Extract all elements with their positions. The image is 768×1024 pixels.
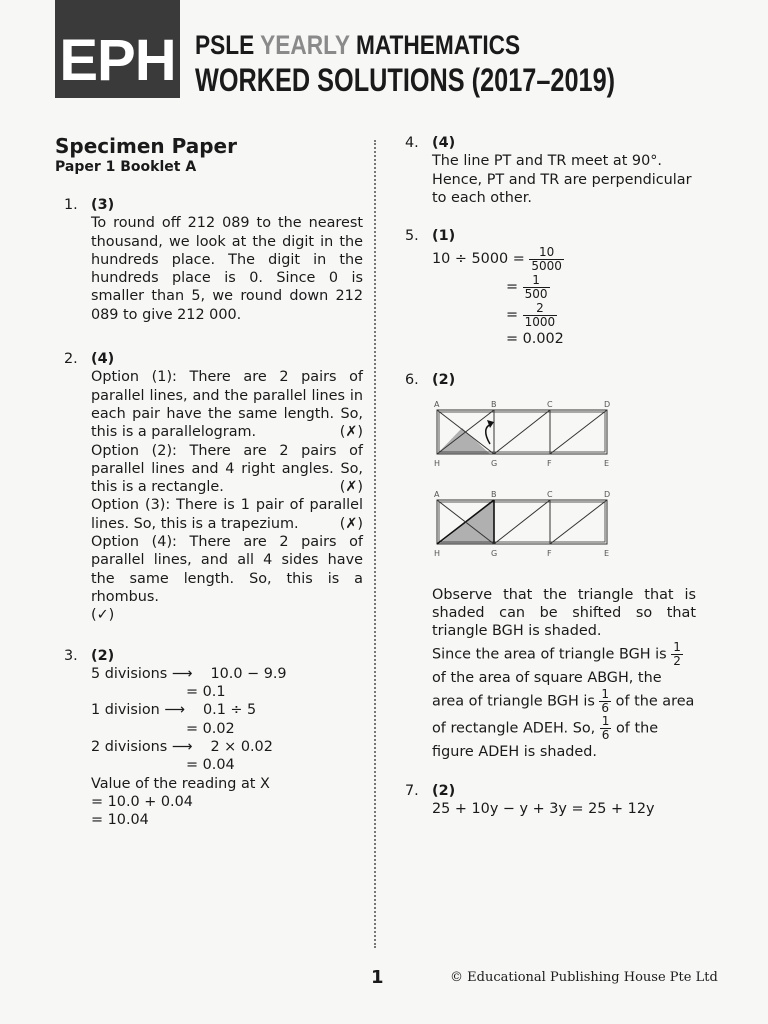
working-line: = 0.04: [186, 757, 235, 774]
question-2: [55, 350, 363, 624]
svg-text:H: H: [434, 458, 441, 468]
figure-before-shift: [434, 400, 610, 468]
fraction-sixth: $\frac{1}{6}$: [601, 713, 610, 742]
header-title: PSLE YEARLY MATHEMATICS: [195, 30, 521, 60]
section-subtitle: Paper 1 Booklet A: [55, 159, 197, 175]
fraction: $\frac{10}{5000}$: [531, 244, 562, 273]
fraction-half: $\frac{1}{2}$: [673, 639, 681, 668]
svg-text:H: H: [434, 548, 441, 558]
cross-mark: (✗): [339, 515, 363, 532]
question-number: 3.: [64, 647, 78, 664]
working-line: 5 divisions ⟶ 10.0 − 9.9: [91, 665, 287, 682]
working-line: 2 divisions ⟶ 2 × 0.02: [91, 739, 273, 756]
left-column: [55, 134, 363, 830]
right-column: [396, 134, 696, 818]
svg-text:D: D: [604, 399, 611, 409]
rotation-arrow-icon: [486, 424, 492, 444]
fraction: $\frac{2}{1000}$: [524, 300, 556, 329]
question-number: 1.: [64, 197, 78, 213]
svg-text:G: G: [491, 548, 498, 558]
option-4-text: Option (4): There are 2 pairs of parallel lines, and all 4 sides have the same length. So, this is a rhombus. (✓): [91, 534, 363, 624]
working-line: = 0.02: [186, 720, 235, 737]
svg-text:D: D: [604, 489, 611, 499]
option-1-text: Option (1): There are 2 pairs of parallel lines, and the parallel lines in each pair have the same length. So, this is a parallelogram. (✗): [91, 369, 363, 441]
svg-text:E: E: [604, 458, 610, 468]
svg-text:C: C: [547, 489, 553, 499]
arrow-icon: ⟶: [171, 665, 193, 682]
working-line: 1 division ⟶ 0.1 ÷ 5: [91, 702, 257, 719]
question-number: 2.: [64, 351, 78, 368]
answer-choice: (4): [91, 351, 115, 368]
question-number: 7.: [405, 782, 419, 799]
copyright-notice: © Educational Publishing House Pte Ltd: [450, 970, 718, 985]
question-number: 5.: [405, 228, 419, 245]
fraction-sixth: $\frac{1}{6}$: [601, 686, 610, 715]
solution-text: Observe that the triangle that is shaded can be shifted so that triangle BGH is shaded.: [432, 586, 696, 640]
header-subtitle: WORKED SOLUTIONS (2017–2019): [195, 62, 616, 98]
question-3: [55, 647, 363, 830]
svg-text:B: B: [491, 399, 497, 409]
svg-text:A: A: [434, 399, 440, 409]
page-number: 1: [371, 967, 384, 988]
question-number: 4.: [405, 135, 419, 151]
solution-text: To round off 212 089 to the nearest thousand, we look at the digit in the hundreds place. The digit in the hundreds place is 0. Since 0 is smaller than 5, we round down 212 089 to give 212 000.: [91, 215, 363, 323]
question-4: [396, 134, 696, 207]
answer-choice: (3): [91, 197, 115, 213]
section-title: Specimen Paper: [55, 134, 237, 158]
answer-choice: (1): [432, 228, 456, 245]
svg-text:F: F: [547, 548, 552, 558]
cross-mark: (✗): [339, 424, 363, 441]
answer-choice: (2): [432, 782, 456, 799]
solution-text-area: Since the area of triangle BGH is $\frac{1}{2}$ of the area of square ABGH, the area of triangle BGH is $\frac{1}{6}$ of the area of rectangle ADEH. So, $\frac{1}{6}$ of the figure ADEH is shaded.: [432, 639, 695, 760]
tick-mark: (✓): [91, 607, 115, 624]
svg-text:B: B: [491, 489, 497, 499]
solution-text: The line PT and TR meet at 90°. Hence, PT and TR are perpendicular to each other.: [432, 153, 692, 206]
shaded-triangle-original: [437, 428, 490, 454]
figure-after-shift: [434, 490, 610, 558]
option-2-text: Option (2): There are 2 pairs of parallel lines and 4 right angles. So, this is a rectangle. (✗): [91, 442, 363, 496]
question-5: [396, 227, 696, 349]
question-7: [396, 782, 696, 819]
svg-text:C: C: [547, 399, 553, 409]
question-1: [55, 196, 363, 324]
math-working: 10 ÷ 5000 = $\frac{10}{5000}$ = $\frac{1}{500}$ = $\frac{2}{1000}$ = 0.002: [432, 244, 564, 348]
working-line: = 10.04: [91, 812, 149, 829]
answer-choice: (2): [91, 647, 115, 664]
svg-text:F: F: [547, 458, 552, 468]
arrow-icon: ⟶: [171, 739, 193, 756]
solution-equation: 25 + 10y − y + 3y = 25 + 12y: [432, 800, 655, 817]
working-line: Value of the reading at X: [91, 775, 270, 792]
answer-choice: (2): [432, 372, 456, 389]
svg-text:A: A: [434, 489, 440, 499]
option-3-text: Option (3): There is 1 pair of parallel lines. So, this is a trapezium. (✗): [91, 497, 363, 532]
rectangle-figures: [432, 398, 622, 576]
working-line: = 10.0 + 0.04: [91, 793, 193, 810]
publisher-logo: EPH: [55, 0, 180, 98]
question-6: [396, 371, 696, 761]
answer-choice: (4): [432, 135, 456, 151]
cross-mark: (✗): [339, 479, 363, 496]
svg-text:G: G: [491, 458, 498, 468]
working-line: = 0.1: [186, 684, 226, 701]
svg-text:E: E: [604, 548, 610, 558]
column-divider: [374, 140, 376, 948]
arrow-icon: ⟶: [164, 702, 186, 719]
fraction: $\frac{1}{500}$: [524, 272, 548, 301]
question-number: 6.: [405, 372, 419, 389]
